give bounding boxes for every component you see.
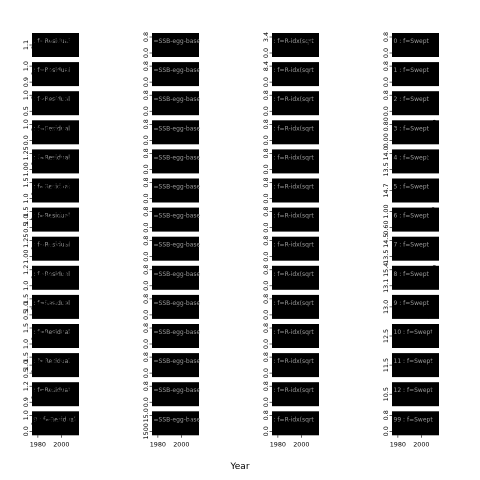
y-tick-label: 0.0 bbox=[262, 222, 270, 233]
y-tick-label: 1.2 bbox=[22, 264, 30, 275]
facet-panel bbox=[22, 410, 79, 448]
y-tick-label: 0.9 bbox=[22, 77, 30, 88]
y-tick-label: 0.5 bbox=[22, 222, 30, 233]
panel-frame bbox=[272, 324, 319, 348]
panel-label: =SSB-egg-base bbox=[153, 38, 201, 45]
y-tick-label: 1.5 bbox=[22, 206, 30, 217]
facet-panel bbox=[262, 207, 319, 233]
panel-label: =SSB-egg-base bbox=[153, 416, 201, 424]
facet-panel bbox=[142, 294, 201, 320]
panel-label: : f=Residual bbox=[33, 183, 70, 191]
y-tick-label: 13.5 bbox=[382, 249, 390, 264]
y-tick-label: 0.0 bbox=[142, 164, 150, 175]
y-tick-label: 14.7 bbox=[382, 183, 390, 198]
y-tick-label: 0.0 bbox=[142, 251, 150, 262]
panel-label: 12 : f=Swept bbox=[393, 387, 433, 395]
y-tick-label: 0.9 bbox=[22, 397, 30, 408]
x-tick-label: 1980 bbox=[29, 440, 47, 449]
panel-label: 4 : f=Swept bbox=[393, 154, 429, 162]
facet-panel bbox=[142, 323, 201, 349]
facet-panel bbox=[22, 177, 79, 203]
y-tick-label: 1.25 bbox=[22, 146, 30, 161]
y-tick-label: 1.5 bbox=[22, 293, 30, 304]
y-tick-label: 0.0 bbox=[262, 193, 270, 204]
y-tick-label: 0.8 bbox=[142, 61, 150, 72]
y-tick-label: 1.00 bbox=[22, 162, 30, 177]
y-tick-label: 0.8 bbox=[382, 410, 390, 421]
y-tick-label: 1.2 bbox=[22, 381, 30, 392]
facet-panel bbox=[22, 207, 79, 233]
y-tick-label: 0.8 bbox=[262, 293, 270, 304]
x-tick-label: 2000 bbox=[53, 440, 70, 449]
x-axis-title: Year bbox=[230, 462, 250, 472]
facet-panel bbox=[22, 294, 79, 320]
panel-label: 1 : f=Swept bbox=[393, 67, 429, 75]
y-tick-label: 0.0 bbox=[262, 106, 270, 117]
y-tick-label: 0.0 bbox=[262, 47, 270, 59]
y-tick-label: 0.60 bbox=[382, 220, 390, 235]
y-tick-label: 0.0 bbox=[262, 77, 270, 88]
panel-label: : f=R-idx(sqrt bbox=[273, 270, 314, 278]
panel-label: 9 : f=Swept bbox=[393, 299, 429, 307]
y-tick-label: 0.0 bbox=[142, 193, 150, 204]
y-tick-label: 0.0 bbox=[262, 135, 270, 146]
facet-panel bbox=[382, 263, 439, 293]
facet-panel bbox=[142, 90, 201, 116]
y-tick-label: 0.8 bbox=[262, 410, 270, 421]
y-tick-label: 1.0 bbox=[22, 214, 30, 225]
panel-frame bbox=[152, 33, 199, 57]
y-tick-label: 11.5 bbox=[382, 357, 390, 373]
facet-panel bbox=[22, 90, 79, 116]
panel-label: 7 : f=Swept bbox=[393, 241, 429, 249]
y-tick-label: 0.5 bbox=[22, 309, 30, 320]
x-tick-label: 1980 bbox=[389, 440, 407, 449]
panel-frame bbox=[392, 33, 439, 57]
panel-label: : f=R-idx(sqrt bbox=[273, 299, 314, 307]
panel-label: : f=R-idx(sqrt bbox=[273, 241, 314, 249]
panel-label: : f=R-idx(sqrt bbox=[273, 358, 314, 366]
y-tick-label: 0.8 bbox=[142, 206, 150, 217]
panel-label: 11 : f=Swept bbox=[393, 358, 433, 366]
panel-label: : f=R-idx(sqrt bbox=[273, 38, 314, 45]
facet-panel bbox=[262, 119, 319, 145]
facet-panel bbox=[262, 236, 319, 262]
y-tick-label: 0.8 bbox=[382, 61, 390, 72]
y-tick-label: 0.0 bbox=[142, 368, 150, 379]
facet-panel bbox=[262, 177, 319, 203]
facet-panel bbox=[22, 234, 79, 264]
facet-panel bbox=[262, 294, 319, 320]
y-tick-label: 0.0 bbox=[262, 164, 270, 175]
y-tick-label: 0.0 bbox=[262, 309, 270, 320]
panel-label: : f=Residual bbox=[33, 329, 70, 336]
panel-label: 0 : f=Swept bbox=[393, 38, 429, 45]
y-tick-label: 1.0 bbox=[22, 193, 30, 204]
y-tick-label: 0.0 bbox=[262, 280, 270, 291]
facet-panel bbox=[22, 119, 79, 145]
panel-label: : f=Residual bbox=[33, 212, 70, 220]
y-tick-label: 1.0 bbox=[22, 119, 30, 130]
facet-panel bbox=[142, 236, 201, 262]
facet-panel bbox=[262, 61, 319, 87]
panel-label: : f=Residual bbox=[33, 38, 70, 45]
y-tick-label: 0.0 bbox=[382, 77, 390, 88]
y-tick-label: 0.80 bbox=[382, 117, 390, 132]
y-tick-label: 0.8 bbox=[262, 206, 270, 217]
y-tick-label: 1.5 bbox=[22, 352, 30, 363]
y-tick-label: 0.5 bbox=[22, 106, 30, 117]
facet-panel bbox=[382, 324, 439, 348]
y-tick-label: 0.8 bbox=[142, 381, 150, 392]
x-tick-label: 1980 bbox=[149, 440, 167, 449]
y-tick-label: 8.4 bbox=[262, 61, 270, 72]
y-tick-label: 0.8 bbox=[142, 322, 150, 334]
y-tick-label: 0.0 bbox=[142, 77, 150, 88]
panel-label: =SSB-egg-base bbox=[153, 154, 201, 162]
panel-label: : f=R-idx(sqrt bbox=[273, 67, 314, 75]
panel-label: : f=Residual bbox=[33, 154, 70, 162]
panel-label: 8 : f=Swept bbox=[393, 270, 429, 278]
facet-panel bbox=[382, 410, 439, 448]
facet-panel bbox=[262, 148, 319, 174]
panel-label: 10 : f=Swept bbox=[393, 329, 433, 336]
y-tick-label: 13.1 bbox=[382, 278, 390, 293]
y-tick-label: 0.00 bbox=[382, 133, 390, 148]
y-tick-label: 0.8 bbox=[262, 381, 270, 392]
facet-panel bbox=[22, 33, 79, 57]
y-tick-label: 0.8 bbox=[262, 235, 270, 246]
panel-label: =SSB-egg-base bbox=[153, 299, 201, 307]
facet-panel bbox=[262, 410, 319, 448]
facet-panel bbox=[262, 381, 319, 407]
y-tick-label: 0.8 bbox=[382, 31, 390, 43]
panel-label: =SSB-egg-base bbox=[153, 270, 201, 278]
y-tick-label: 0.8 bbox=[262, 322, 270, 334]
x-tick-label: 2000 bbox=[173, 440, 190, 449]
y-tick-label: 0.0 bbox=[382, 106, 390, 117]
facet-panel bbox=[142, 177, 201, 203]
facet-panel bbox=[382, 117, 439, 147]
y-tick-label: 0.8 bbox=[262, 177, 270, 188]
y-tick-label: 0.8 bbox=[262, 148, 270, 159]
y-tick-label: 1.0 bbox=[22, 61, 30, 72]
y-tick-label: 14.5 bbox=[382, 233, 390, 248]
panel-label: : f=Residual bbox=[33, 125, 70, 133]
panel-frame bbox=[152, 324, 199, 348]
y-tick-label: 0.8 bbox=[142, 177, 150, 188]
panel-label: =SSB-egg-base bbox=[153, 387, 201, 395]
y-tick-label: 1.5 bbox=[22, 177, 30, 188]
y-tick-label: 0.8 bbox=[142, 31, 150, 43]
y-tick-label: 1.00 bbox=[22, 249, 30, 264]
y-tick-label: 0.8 bbox=[142, 264, 150, 275]
facet-panel bbox=[142, 148, 201, 174]
y-tick-label: 0.8 bbox=[142, 352, 150, 363]
y-tick-label: 0.8 bbox=[142, 119, 150, 130]
y-tick-label: 13.5 bbox=[382, 162, 390, 177]
facet-panel bbox=[382, 179, 439, 203]
facet-panel bbox=[382, 353, 439, 377]
facet-panel bbox=[22, 352, 79, 378]
y-tick-label: 0.8 bbox=[262, 90, 270, 101]
panel-label: =SSB-egg-base bbox=[153, 212, 201, 220]
y-tick-label: 0.0 bbox=[142, 222, 150, 233]
facet-panel bbox=[22, 61, 79, 87]
panel-label: : f=R-idx(sqrt bbox=[273, 387, 314, 395]
panel-label: =SSB-egg-base bbox=[153, 358, 201, 366]
facet-panel bbox=[142, 207, 201, 233]
y-tick-label: 0.8 bbox=[262, 119, 270, 130]
y-tick-label: 12.5 bbox=[382, 328, 390, 344]
y-tick-label: 1.0 bbox=[22, 301, 30, 312]
panel-label: : f=R-idx(sqrt bbox=[273, 212, 314, 220]
panel-label: 9 : f=Residual bbox=[33, 416, 76, 424]
y-tick-label: 0.0 bbox=[382, 47, 390, 59]
facet-panel bbox=[142, 381, 201, 407]
x-tick-label: 2000 bbox=[293, 440, 310, 449]
y-tick-label: 1.0 bbox=[22, 280, 30, 291]
facet-panel bbox=[382, 204, 439, 234]
y-tick-label: 0.8 bbox=[262, 352, 270, 363]
panel-label: : f=Residual bbox=[33, 96, 70, 104]
y-tick-label: 0.0 bbox=[142, 280, 150, 291]
y-tick-label: 0.5 bbox=[22, 368, 30, 379]
panel-label: =SSB-egg-base bbox=[153, 241, 201, 249]
panel-label: : f=Residual bbox=[33, 67, 70, 75]
facet-panel bbox=[142, 61, 201, 87]
facet-panel bbox=[142, 32, 201, 58]
y-tick-label: 0.8 bbox=[142, 148, 150, 159]
panel-label: 3 : f=Swept bbox=[393, 125, 429, 133]
y-tick-label: 3.4 bbox=[262, 31, 270, 43]
facet-panel bbox=[382, 382, 439, 406]
y-tick-label: 0.0 bbox=[142, 397, 150, 408]
panel-label: : f=Residual bbox=[33, 270, 70, 278]
facet-panel bbox=[382, 146, 439, 176]
facet-panel bbox=[262, 265, 319, 291]
y-tick-label: 15.4 bbox=[382, 262, 390, 277]
panel-grid bbox=[22, 32, 439, 448]
y-tick-label: 0.0 bbox=[22, 135, 30, 146]
panel-frame bbox=[272, 179, 319, 203]
panel-label: 5 : f=Swept bbox=[393, 183, 429, 191]
facet-panel bbox=[22, 381, 79, 407]
facet-panel bbox=[22, 265, 79, 291]
facet-panel bbox=[382, 32, 439, 58]
facet-panel bbox=[382, 61, 439, 87]
y-tick-label: 0.0 bbox=[262, 426, 270, 437]
facet-panel bbox=[142, 265, 201, 291]
y-tick-label: 0.0 bbox=[382, 426, 390, 437]
panel-label: 99 : f=Swept bbox=[393, 416, 433, 424]
panel-label: : f=R-idx(sqrt bbox=[273, 329, 314, 336]
facet-panel bbox=[142, 352, 201, 378]
panel-label: 2 : f=Swept bbox=[393, 96, 429, 104]
y-tick-label: 14.0 bbox=[382, 146, 390, 161]
panel-label: : f=R-idx(sqrt bbox=[273, 125, 314, 133]
x-tick-label: 2000 bbox=[413, 440, 430, 449]
y-tick-label: 0.8 bbox=[142, 293, 150, 304]
y-tick-label: 0.8 bbox=[382, 90, 390, 101]
facet-panel bbox=[22, 146, 79, 176]
panel-label: : f=Residual bbox=[33, 358, 70, 366]
facet-panel bbox=[142, 408, 201, 448]
y-tick-label: 1.0 bbox=[22, 410, 30, 421]
facet-panel bbox=[262, 90, 319, 116]
y-tick-label: 1.0 bbox=[22, 360, 30, 371]
panel-label: : f=R-idx(sqrt bbox=[273, 154, 314, 162]
y-tick-label: 0.0 bbox=[142, 309, 150, 320]
y-tick-label: 0.0 bbox=[262, 397, 270, 408]
y-tick-label: 1.25 bbox=[22, 233, 30, 248]
facet-panel bbox=[382, 295, 439, 319]
y-tick-label: 0.0 bbox=[22, 426, 30, 437]
y-tick-label: 0.8 bbox=[142, 90, 150, 101]
facet-panel bbox=[382, 90, 439, 116]
panel-label: : f=Residual bbox=[33, 387, 70, 395]
y-tick-label: 1500 bbox=[142, 423, 150, 440]
panel-label: : f=R-idx(sqrt bbox=[273, 183, 314, 191]
facet-panel bbox=[22, 323, 79, 349]
y-tick-label: 0.0 bbox=[142, 135, 150, 146]
panel-label: =SSB-egg-base bbox=[153, 183, 201, 191]
facet-panel bbox=[262, 352, 319, 378]
panel-label: =SSB-egg-base bbox=[153, 96, 201, 104]
y-tick-label: 0.0 bbox=[262, 368, 270, 379]
y-tick-label: 1.5 bbox=[22, 322, 30, 334]
panel-label: =SSB-egg-base bbox=[153, 125, 201, 133]
y-tick-label: 1.0 bbox=[22, 90, 30, 101]
y-tick-label: 13.0 bbox=[382, 299, 390, 315]
y-tick-label: 0.0 bbox=[262, 338, 270, 350]
y-tick-label: 10.5 bbox=[382, 387, 390, 402]
panel-label: : f=Residual bbox=[33, 299, 70, 307]
panel-frame bbox=[152, 179, 199, 203]
y-tick-label: 15.0 bbox=[142, 408, 150, 423]
facet-panel bbox=[262, 323, 319, 349]
y-tick-label: 0.0 bbox=[142, 47, 150, 59]
panel-label: 6 : f=Swept bbox=[393, 212, 429, 220]
y-tick-label: 0.0 bbox=[262, 251, 270, 262]
facet-panel bbox=[142, 119, 201, 145]
panel-label: : f=Residual bbox=[33, 241, 70, 249]
y-tick-label: 1.0 bbox=[22, 338, 30, 350]
y-tick-label: 1.1 bbox=[22, 39, 30, 51]
y-tick-label: 1.00 bbox=[382, 204, 390, 219]
facet-panel bbox=[382, 234, 439, 264]
y-tick-label: 0.8 bbox=[142, 235, 150, 246]
panel-label: : f=R-idx(sqrt bbox=[273, 416, 314, 424]
facet-panel bbox=[262, 32, 319, 58]
y-tick-label: 0.0 bbox=[142, 106, 150, 117]
panel-label: =SSB-egg-base bbox=[153, 329, 201, 336]
y-tick-label: 0.8 bbox=[262, 264, 270, 275]
panel-label: =SSB-egg-base bbox=[153, 67, 201, 75]
panel-label: : f=R-idx(sqrt bbox=[273, 96, 314, 104]
x-tick-label: 1980 bbox=[269, 440, 287, 449]
y-tick-label: 0.0 bbox=[142, 338, 150, 350]
